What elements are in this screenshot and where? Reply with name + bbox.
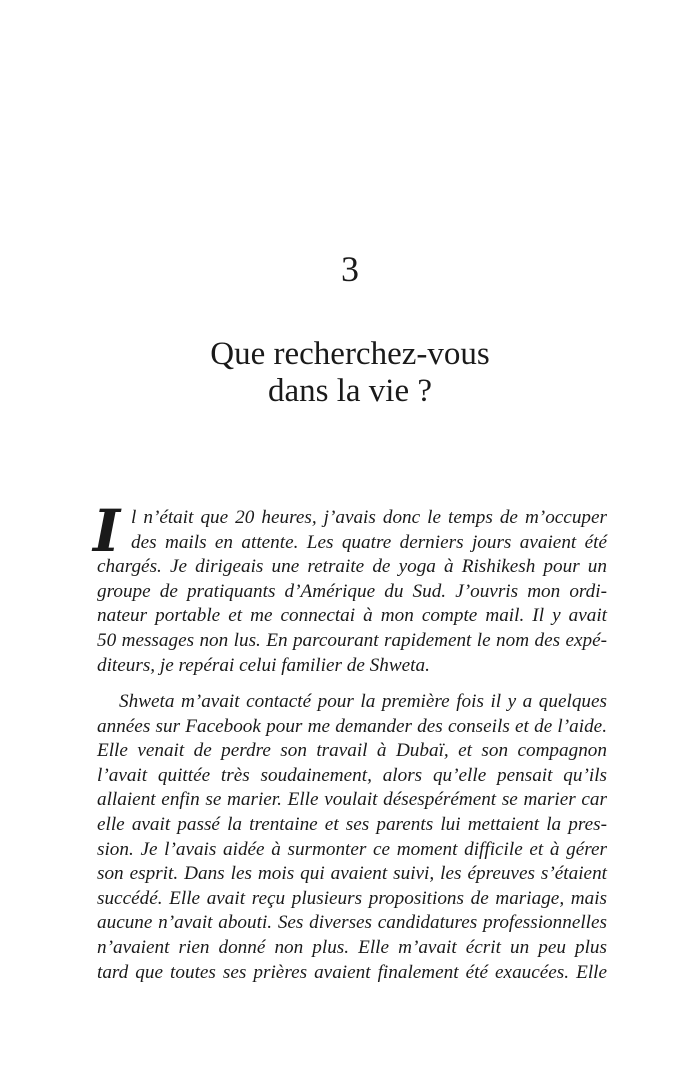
chapter-title-line: Que recherchez-vous bbox=[210, 336, 490, 372]
text-line: allaient enfin se marier. Elle voulait désespérément se marier car bbox=[97, 789, 607, 811]
text-line: succédé. Elle avait reçu plusieurs propositions de mariage, mais bbox=[97, 887, 607, 909]
paragraph-2 bbox=[97, 690, 607, 985]
text-line: 50 messages non lus. En parcourant rapidement le nom des expé- bbox=[97, 629, 607, 651]
text-line: années sur Facebook pour me demander des conseils et de l’aide. bbox=[97, 715, 607, 737]
chapter-title-line: dans la vie ? bbox=[267, 373, 433, 409]
chapter-title bbox=[0, 336, 700, 410]
text-line: sion. Je l’avais aidée à surmonter ce moment difficile et à gérer bbox=[97, 838, 607, 860]
text-line: diteurs, je repérai celui familier de Shweta. bbox=[97, 654, 430, 676]
text-line: elle avait passé la trentaine et ses parents lui mettaient la pres- bbox=[97, 813, 607, 835]
text-line: l’avait quittée très soudainement, alors qu’elle pensait qu’ils bbox=[97, 764, 607, 786]
text-line: tard que toutes ses prières avaient finalement été exaucées. Elle bbox=[97, 961, 607, 983]
text-line: son esprit. Dans les mois qui avaient suivi, les épreuves s’étaient bbox=[97, 863, 607, 885]
chapter-number: 3 bbox=[341, 249, 359, 289]
text-line: l n’était que 20 heures, j’avais donc le temps de m’occuper bbox=[131, 507, 607, 528]
text-line: chargés. Je dirigeais une retraite de yoga à Rishikesh pour un bbox=[97, 556, 607, 578]
text-line: Elle venait de perdre son travail à Dubaï, et son compagnon bbox=[97, 740, 607, 762]
text-line: aucune n’avait abouti. Ses diverses candidatures professionnelles bbox=[97, 912, 607, 934]
paragraph-1 bbox=[93, 497, 607, 678]
text-line: groupe de pratiquants d’Amérique du Sud. J’ouvris mon ordi- bbox=[97, 580, 607, 602]
text-line: nateur portable et me connectai à mon compte mail. Il y avait bbox=[97, 605, 607, 627]
text-line: n’avaient rien donné non plus. Elle m’avait écrit un peu plus bbox=[97, 936, 607, 958]
drop-cap: I bbox=[93, 497, 121, 565]
text-line: des mails en attente. Les quatre derniers jours avaient été bbox=[131, 531, 607, 553]
text-line: Shweta m’avait contacté pour la première fois il y a quelques bbox=[119, 691, 607, 712]
